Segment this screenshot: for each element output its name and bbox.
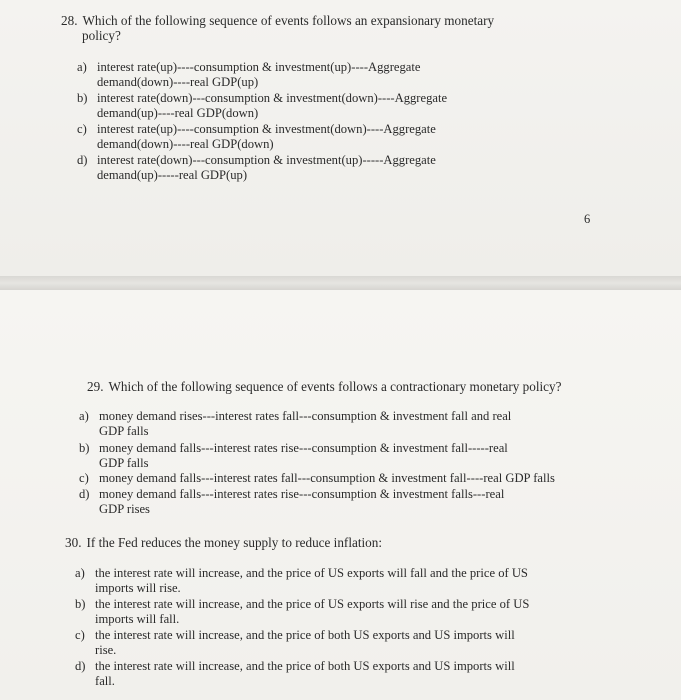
option-letter: b)	[77, 91, 88, 105]
question-number: 30.	[65, 535, 82, 550]
question-number: 28.	[61, 13, 78, 28]
option-letter: b)	[79, 441, 90, 455]
option-text-line2: demand(up)----real GDP(down)	[97, 106, 259, 120]
q30-option-c	[75, 628, 635, 658]
q29-option-d	[79, 487, 619, 517]
question-number: 29.	[87, 379, 104, 394]
q28-option-c	[77, 122, 497, 152]
q29-option-c	[79, 471, 619, 486]
option-text-line1: money demand rises---interest rates fall---consumption & investment fall and real	[99, 409, 512, 423]
page-top	[0, 0, 681, 276]
option-text-line2: demand(down)----real GDP(down)	[97, 137, 274, 151]
q30-option-d	[75, 659, 635, 689]
q30-option-a	[75, 566, 635, 596]
option-letter: d)	[75, 659, 86, 673]
option-text-line1: the interest rate will increase, and the price of both US exports and US imports will	[95, 659, 515, 673]
option-letter: c)	[79, 471, 89, 485]
option-text-line1: the interest rate will increase, and the price of US exports will fall and the price of US	[95, 566, 528, 580]
page-number: 6	[584, 212, 591, 226]
option-text-line2: fall.	[95, 674, 115, 688]
option-text-line2: rise.	[95, 643, 117, 657]
page-divider	[0, 276, 681, 290]
option-text-line1: money demand falls---interest rates rise---consumption & investment fall-----real	[99, 441, 508, 455]
page-bottom	[0, 290, 681, 700]
option-text-line1: the interest rate will increase, and the price of both US exports and US imports will	[95, 628, 515, 642]
q28-option-d	[77, 153, 497, 183]
option-text-line2: GDP falls	[99, 456, 149, 470]
option-letter: a)	[77, 60, 87, 74]
option-text-line2: demand(up)-----real GDP(up)	[97, 168, 248, 182]
option-letter: a)	[75, 566, 85, 580]
question-text: If the Fed reduces the money supply to reduce inflation:	[86, 535, 383, 550]
q30-option-b	[75, 597, 635, 627]
option-letter: d)	[79, 487, 90, 501]
option-text-line1: the interest rate will increase, and the price of US exports will rise and the price of US	[95, 597, 530, 611]
question-text: Which of the following sequence of events follows a contractionary monetary policy?	[108, 379, 562, 394]
question-text-line2: policy?	[82, 28, 121, 43]
question-text-line1: Which of the following sequence of events follows an expansionary monetary	[82, 13, 495, 28]
question-28	[61, 13, 494, 43]
q28-option-b	[77, 91, 497, 121]
option-text-line1: money demand falls---interest rates rise---consumption & investment falls---real	[99, 487, 505, 501]
option-text-line2: demand(down)----real GDP(up)	[97, 75, 259, 89]
q29-option-a	[79, 409, 619, 439]
option-text-line2: imports will rise.	[95, 581, 181, 595]
question-30	[65, 535, 382, 550]
option-text-line1: money demand falls---interest rates fall---consumption & investment fall----real GDP falls	[99, 471, 555, 485]
option-text-line1: interest rate(down)---consumption & investment(up)-----Aggregate	[97, 153, 436, 167]
option-text-line1: interest rate(down)---consumption & investment(down)----Aggregate	[97, 91, 448, 105]
option-letter: c)	[75, 628, 85, 642]
option-letter: c)	[77, 122, 87, 136]
option-letter: d)	[77, 153, 88, 167]
option-text-line2: GDP rises	[99, 502, 150, 516]
option-letter: a)	[79, 409, 89, 423]
option-text-line2: GDP falls	[99, 424, 149, 438]
option-text-line2: imports will fall.	[95, 612, 180, 626]
option-text-line1: interest rate(up)----consumption & investment(up)----Aggregate	[97, 60, 421, 74]
q28-option-a	[77, 60, 497, 90]
option-text-line1: interest rate(up)----consumption & investment(down)----Aggregate	[97, 122, 436, 136]
option-letter: b)	[75, 597, 86, 611]
question-29	[87, 379, 561, 394]
q29-option-b	[79, 441, 619, 471]
